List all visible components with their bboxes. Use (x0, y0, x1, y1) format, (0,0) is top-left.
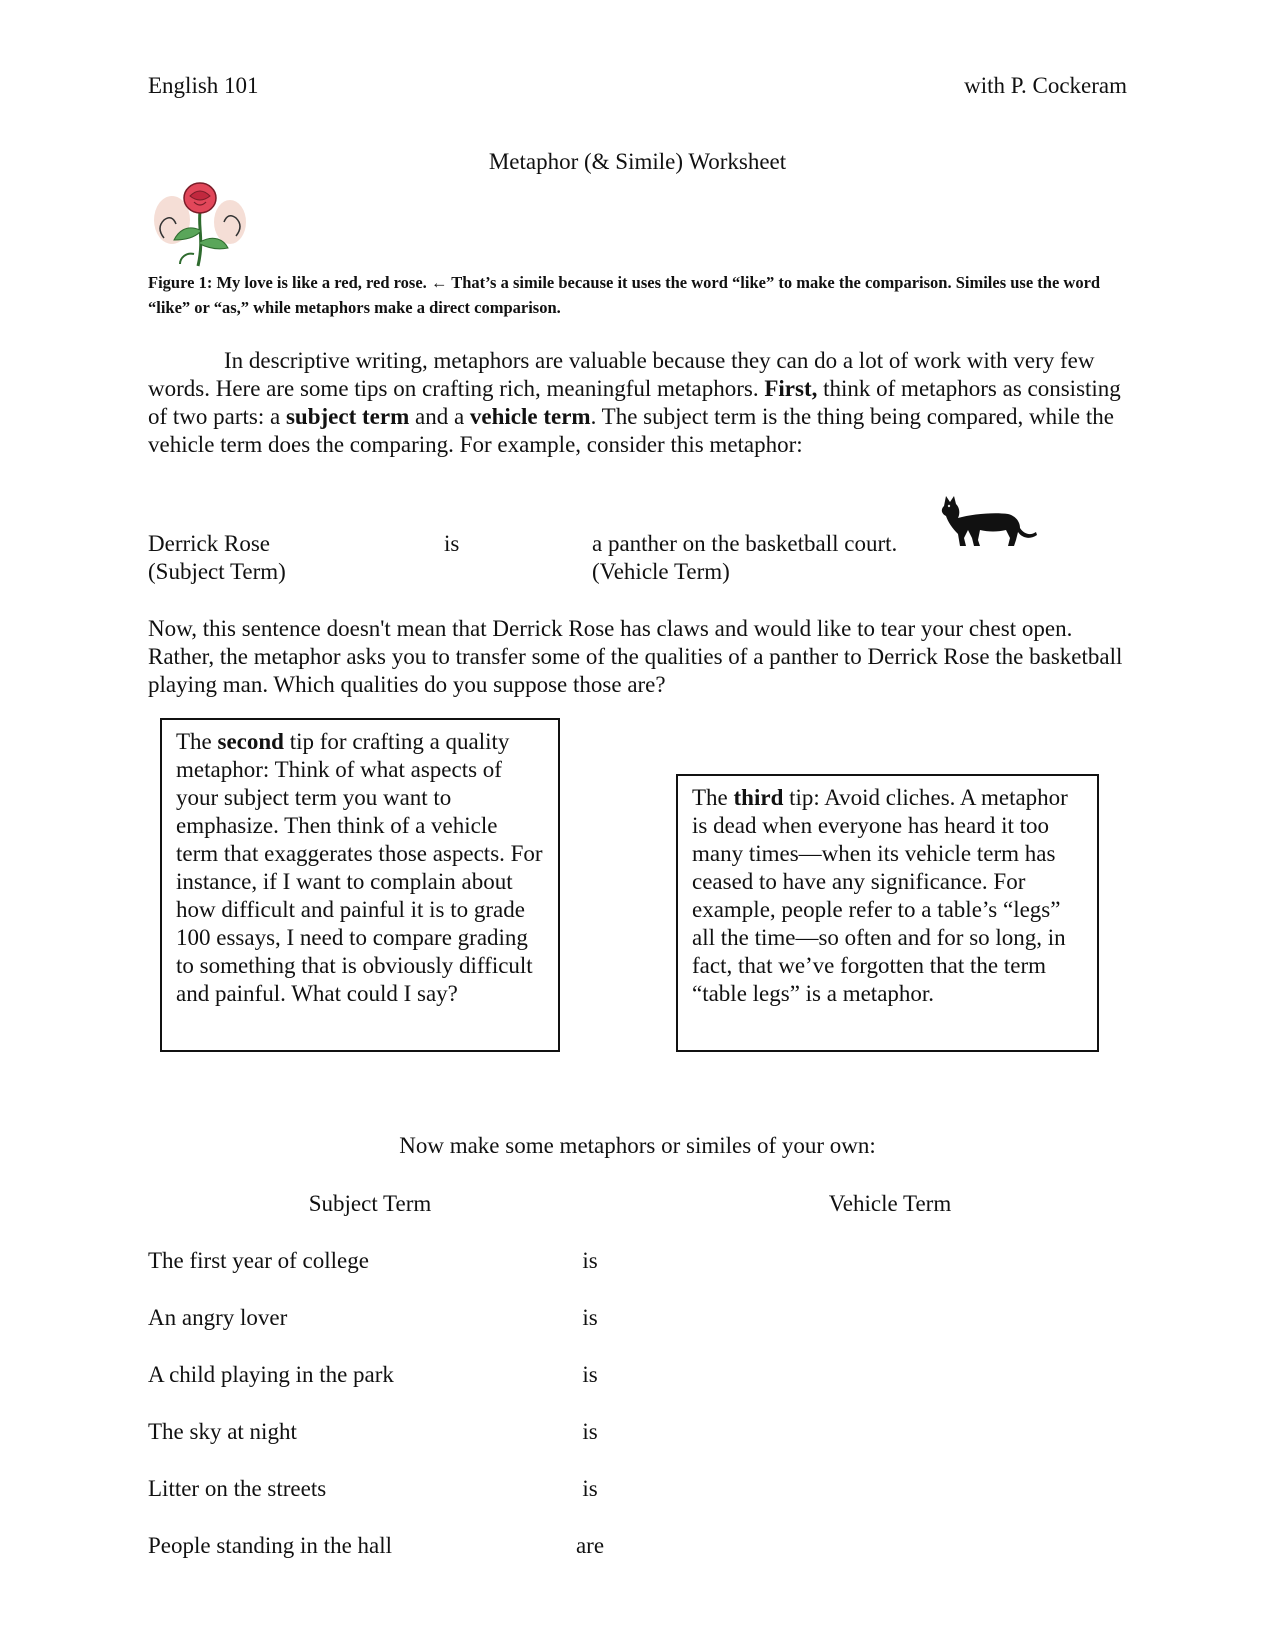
figure-caption (148, 270, 1108, 320)
row-verb: is (582, 1305, 598, 1330)
third-tip-box: The third tip: Avoid cliches. A metaphor is dead when everyone has heard it too many times—when its vehicle term has ceased to have any significance. For example, people refer to a table’s “legs” all the time—so often and for so long, in fact, that we’ve forgotten that the term “table legs” is a metaphor. (676, 774, 1099, 1052)
row-subject: People standing in the hall (148, 1533, 393, 1558)
row-verb: is (582, 1476, 598, 1501)
example-vehicle-label: (Vehicle Term) (592, 559, 730, 584)
example-verb: is (444, 531, 460, 556)
first-emphasis: First, (764, 376, 818, 401)
subject-term-emphasis: subject term (285, 404, 410, 429)
worksheet-title: Metaphor (& Simile) Worksheet (488, 149, 787, 174)
exercise-instructions: Now make some metaphors or similes of your own: (399, 1133, 876, 1158)
example-subject-label: (Subject Term) (148, 559, 286, 584)
example-metaphor (0, 530, 1275, 590)
row-subject: Litter on the streets (148, 1476, 327, 1501)
row-verb: is (582, 1248, 598, 1273)
figure-label: Figure 1: (148, 273, 213, 292)
explanation-paragraph: Now, this sentence doesn't mean that Derrick Rose has claws and would like to tear your chest open. Rather, the metaphor asks you to transfer some of the qualities of a panther to Derrick Rose the basketball playing man. Which qualities do you suppose those are? (148, 616, 1123, 697)
row-verb: is (582, 1419, 598, 1444)
vehicle-term-emphasis: vehicle term (469, 404, 591, 429)
figure-quote: My love is like a red, red rose. (216, 273, 427, 292)
subject-term-header: Subject Term (308, 1191, 432, 1216)
row-subject: A child playing in the park (148, 1362, 394, 1387)
instructor-name: with P. Cockeram (964, 73, 1127, 98)
second-tip-box: The second tip for crafting a quality metaphor: Think of what aspects of your subject term you want to emphasize. Then think of a vehicle term that exaggerates those aspects. For instance, if I want to complain about how difficult and painful it is to grade 100 essays, I need to compare grading to something that is obviously difficult and painful. What could I say? (160, 718, 560, 1052)
row-subject: The first year of college (148, 1248, 369, 1273)
second-emphasis: second (217, 729, 284, 754)
example-subject: Derrick Rose (148, 531, 270, 556)
vehicle-term-header: Vehicle Term (828, 1191, 952, 1216)
row-verb: is (582, 1362, 598, 1387)
column-headers (0, 1190, 1275, 1220)
third-emphasis: third (733, 785, 784, 810)
row-subject: The sky at night (148, 1419, 297, 1444)
example-vehicle: a panther on the basketball court. (592, 531, 898, 556)
rose-clipart (150, 178, 252, 270)
intro-paragraph: In descriptive writing, metaphors are valuable because they can do a lot of work with very few words. Here are some tips on crafting rich, meaningful metaphors. First, think of metaphors as consisting of two parts: a subject term and a vehicle term. The subject term is the thing being compared, while the vehicle term does the comparing. For example, consider this metaphor: (148, 348, 1121, 457)
row-subject: An angry lover (148, 1305, 288, 1330)
row-verb: are (575, 1533, 605, 1558)
figure-explanation: That’s a simile because it uses the word “like” to make the comparison. Similes use the word “like” or “as,” while metaphors make a direct comparison. (148, 273, 1101, 317)
panther-clipart (938, 488, 1038, 548)
left-arrow-icon: ← (430, 273, 448, 292)
course-name: English 101 (148, 73, 259, 98)
